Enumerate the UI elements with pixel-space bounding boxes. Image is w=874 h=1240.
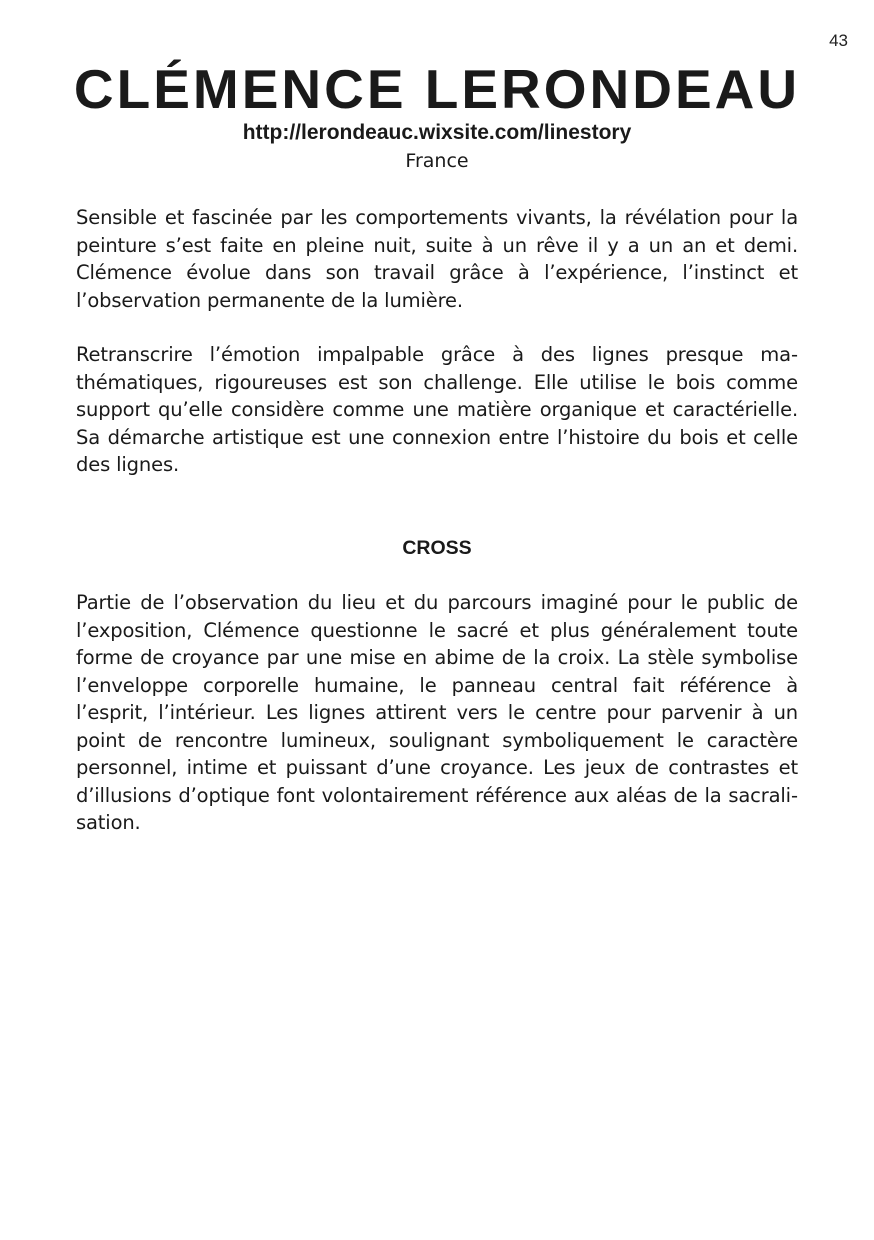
- page-number: 43: [829, 31, 848, 50]
- artist-name-title: CLÉMENCE LERONDEAU: [73, 58, 801, 120]
- artist-country: France: [405, 150, 469, 172]
- bio-paragraph-2: Retranscrire l’émotion impalpable grâce à des lignes presque mathématiques, rigoureuses est son challenge. Elle utilise le bois comme support qu’elle considère comme une matière organique et caractérielle. Sa démarche artistique est une connexion entre l’histoire du bois et celle des lignes.: [76, 343, 798, 476]
- work-title-heading: CROSS: [402, 537, 472, 559]
- bio-paragraph-1: Sensible et fascinée par les comportements vivants, la révélation pour la peinture s’est faite en pleine nuit, suite à un rêve il y a un an et demi. Clémence évolue dans son travail grâce à l’expérience, l’instinct et l’observation permanente de la lumière.: [76, 206, 798, 312]
- work-description-paragraph: Partie de l’observation du lieu et du parcours imaginé pour le public de l’exposition, Clémence questionne le sacré et plus généralement toute forme de croyance par une mise en abime de la croix. La stèle symbolise l’enveloppe corporelle humaine, le panneau central fait référence à l’esprit, l’intérieur. Les lignes attirent vers le centre pour parvenir à un point de rencontre lumineux, soulignant symboliquement le caractère personnel, intime et puissant d’une croyance. Les jeux de contrastes et d’illusions d’optique font volontairement référence aux aléas de la sacralisation.: [76, 591, 798, 834]
- artist-website-url: http://lerondeauc.wixsite.com/linestory: [242, 121, 632, 144]
